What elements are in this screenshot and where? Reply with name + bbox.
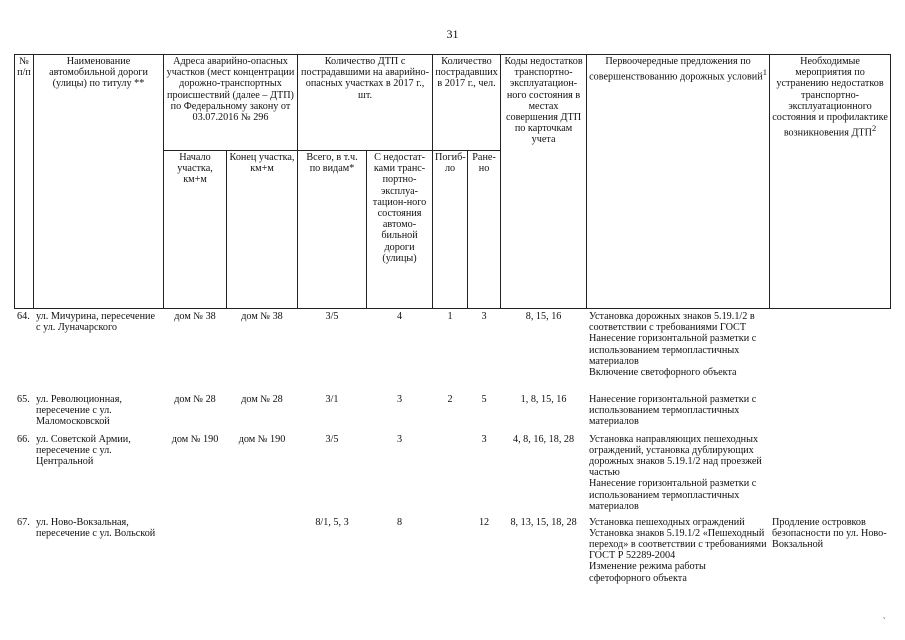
row-end: дом № 28 (241, 393, 283, 405)
row-start (164, 515, 227, 605)
proposal-line: Изменение режима работы сфетофорного объекта (589, 561, 706, 584)
row-road: ул. Мичурина, пересечение с ул. Луначарского (36, 311, 155, 334)
row-measures (770, 392, 891, 432)
header-necessary-measures (770, 55, 891, 309)
row-dead: 2 (447, 393, 453, 405)
row-start: дом № 38 (174, 311, 216, 322)
proposal-line: Установка знаков 5.19.1/2 «Пешеходный переход» в соответствии с требованиями ГОСТ Р 52289-2004 (589, 527, 767, 562)
header-dtp-count: Количество ДТП с пострадавшими на аварийно-опасных участках в 2017 г., шт. (298, 55, 433, 151)
scan-mark: ` (882, 617, 886, 628)
row-end: дом № 38 (241, 311, 283, 322)
row-road: ул. Революционная, пересечение с ул. Маломосковской (36, 393, 122, 427)
row-start: дом № 190 (171, 433, 219, 445)
row-codes: 4, 8, 16, 18, 28 (512, 433, 575, 445)
table-row (15, 432, 891, 515)
header-victims-dead: Погиб-ло (433, 151, 468, 309)
row-injured: 12 (478, 516, 490, 528)
header-priority-proposals (587, 55, 770, 309)
row-proposals (587, 515, 770, 605)
header-address-start: Начало участка, км+м (164, 151, 227, 309)
row-dead (433, 515, 468, 605)
header-address-end: Конец участка, км+м (227, 151, 298, 309)
proposal-line: Нанесение горизонтальной разметки с использованием термопластичных материалов (589, 333, 757, 367)
header-road-name: Наименование автомобильной дороги (улицы) по титулу ** (34, 55, 164, 309)
table-row (15, 392, 891, 432)
row-defects: 8 (396, 516, 403, 528)
header-priority-text: Первоочередные предложения по совершенствованию дорожных условий (589, 56, 763, 83)
row-codes: 1, 8, 15, 16 (520, 393, 567, 405)
proposal-line: Нанесение горизонтальной разметки с использованием термопластичных материалов (589, 393, 757, 427)
header-dtp-total: Всего, в т.ч. по видам* (298, 151, 367, 309)
row-num: 66. (17, 433, 30, 445)
row-num: 65. (17, 393, 30, 405)
proposal-line: Установка направляющих пешеходных ограждений, установка дублирующих дорожных знаков 5.19.1/2 над проезжей частью (589, 433, 762, 479)
table-row (15, 515, 891, 605)
row-injured: 5 (481, 393, 487, 405)
proposal-line: Установка дорожных знаков 5.19.1/2 в соответствии с требованиями ГОСТ (589, 311, 755, 334)
header-victims: Количество пострадавших в 2017 г., чел. (433, 55, 501, 151)
row-total: 3/5 (325, 433, 339, 445)
row-measures: Продление островков безопасности по ул. Ново-Вокзальной (772, 516, 887, 550)
header-victims-injured: Ране-но (468, 151, 501, 309)
header-num: № п/п (15, 55, 34, 309)
row-injured: 3 (481, 311, 487, 322)
row-codes: 8, 15, 16 (525, 311, 562, 322)
row-end (227, 515, 298, 605)
header-necessary-text: Необходимые мероприятия по устранению недостатков транспортно-эксплуатационного состояния и профилактике возникновения ДТП (772, 56, 888, 139)
proposal-line: Нанесение горизонтальной разметки с использованием термопластичных материалов (589, 478, 757, 512)
row-proposals (587, 432, 770, 515)
header-defect-codes: Коды недостатков транспортно-эксплуатацион-ного состояния в местах совершения ДТП по карточкам учета (501, 55, 587, 309)
header-address: Адреса аварийно-опасных участков (мест концентрации дорожно-транспортных происшествий (далее – ДТП) по Федеральному закону от 03.07.2016 № 296 (164, 55, 298, 151)
row-end: дом № 190 (238, 433, 286, 445)
row-defects: 4 (396, 311, 403, 322)
row-total: 3/1 (325, 393, 339, 405)
table-row (15, 309, 891, 392)
row-total: 8/1, 5, 3 (315, 516, 349, 528)
row-proposals (587, 309, 770, 392)
row-codes: 8, 13, 15, 18, 28 (510, 516, 577, 528)
row-defects: 3 (396, 393, 403, 405)
row-proposals (587, 392, 770, 432)
proposal-line: Установка пешеходных ограждений (589, 516, 745, 528)
row-dead (433, 432, 468, 515)
proposal-line: Включение светофорного объекта (589, 367, 737, 379)
row-dead: 1 (447, 311, 453, 322)
row-defects: 3 (396, 433, 403, 445)
row-measures (770, 309, 891, 392)
dtp-table (14, 54, 891, 605)
row-start: дом № 28 (174, 393, 216, 405)
row-num: 64. (17, 311, 30, 322)
row-injured: 3 (481, 433, 487, 445)
row-road: ул. Ново-Вокзальная, пересечение с ул. Вольской (36, 516, 156, 539)
row-road: ул. Советской Армии, пересечение с ул. Центральной (36, 433, 131, 467)
page-number: 31 (446, 27, 459, 41)
row-num: 67. (17, 516, 30, 528)
header-priority-sup: 1 (762, 67, 767, 78)
header-dtp-road-defects: С недостат-ками транс-портно-эксплуа-тацион-ного состояния автомо-бильной дороги (улицы) (367, 151, 433, 309)
row-measures (770, 432, 891, 515)
header-necessary-sup: 2 (872, 123, 877, 134)
row-total: 3/5 (325, 311, 339, 322)
